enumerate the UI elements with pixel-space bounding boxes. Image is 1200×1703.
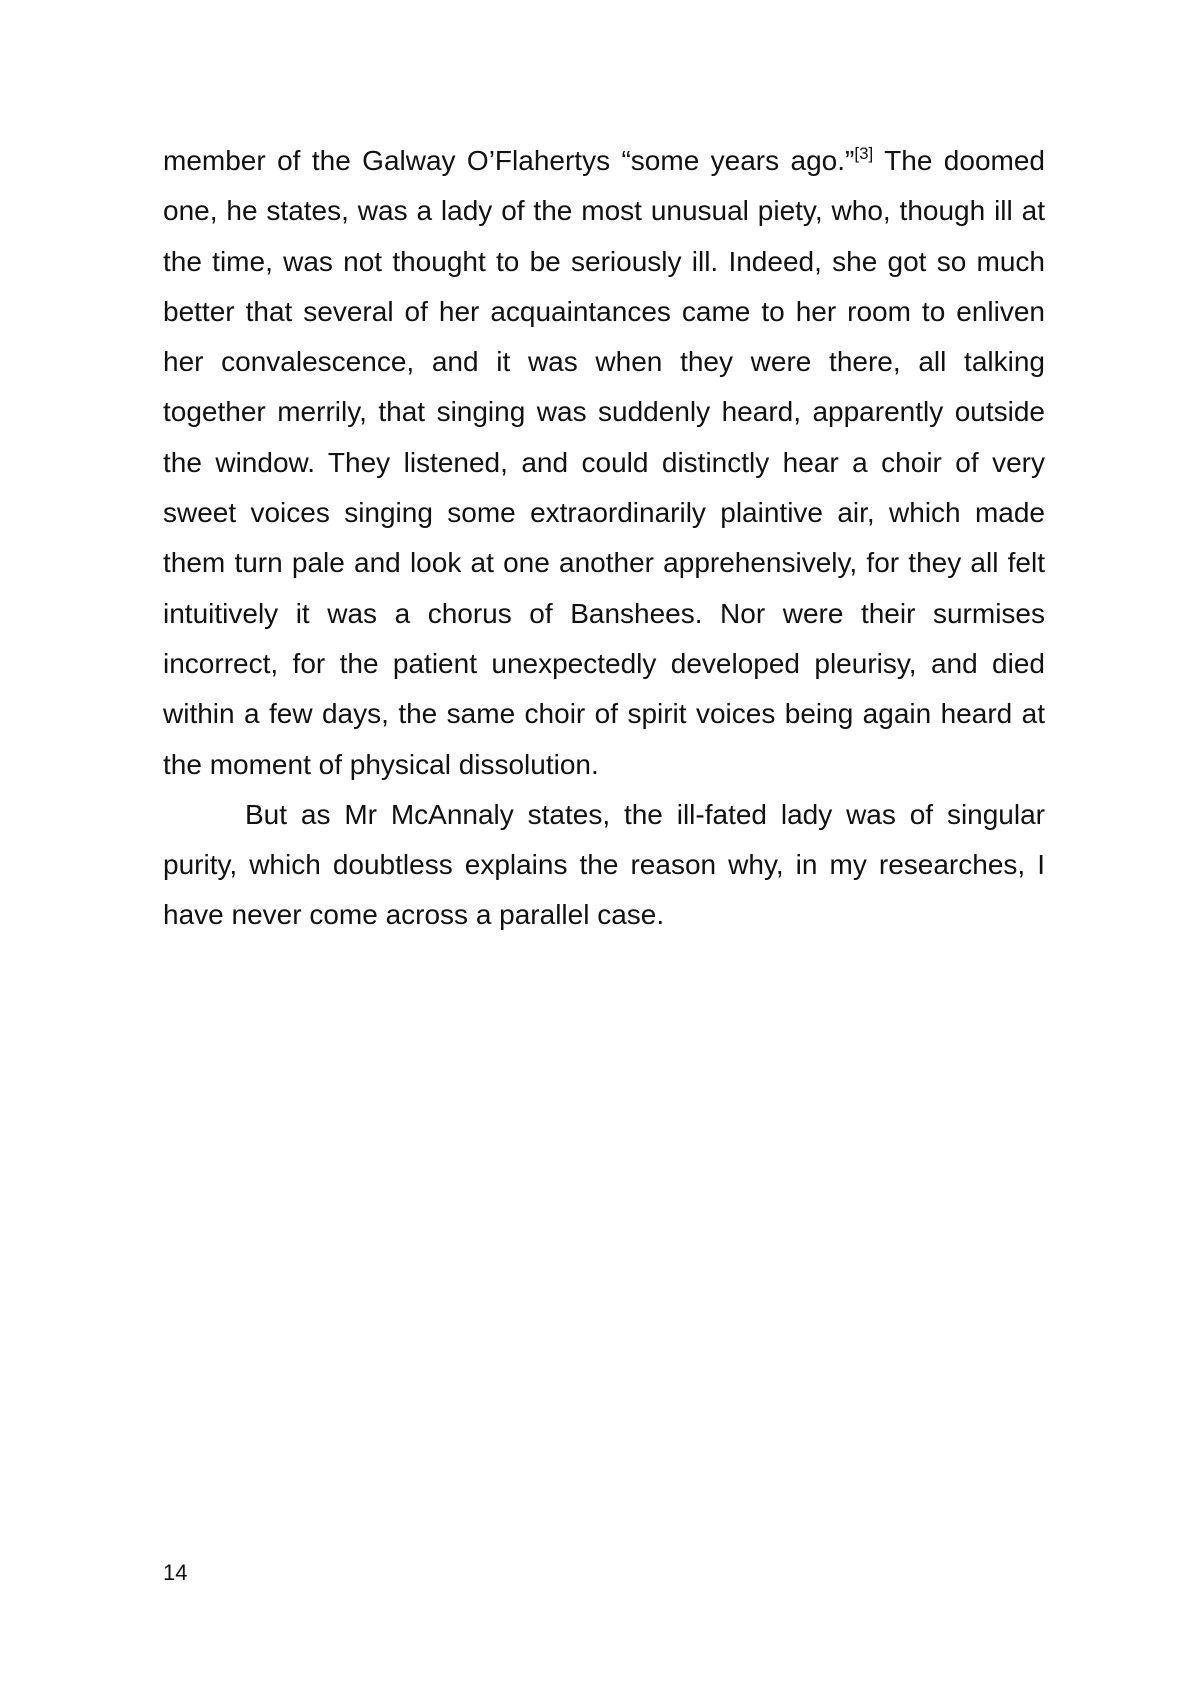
footnote-reference[interactable]: [3] bbox=[854, 144, 874, 163]
paragraph-text-before-footnote: member of the Galway O’Flahertys “some years ago.” bbox=[163, 145, 855, 176]
body-text bbox=[163, 136, 1045, 941]
paragraph: But as Mr McAnnaly states, the ill-fated lady was of singular purity, which doubtless explains the reason why, in my researches, I have never come across a parallel case. bbox=[163, 798, 1045, 931]
page-number: 14 bbox=[163, 1560, 188, 1585]
paragraph-text-after-footnote: The doomed one, he states, was a lady of the most unusual piety, who, though ill at the time, was not thought to be seriously ill. Indeed, she got so much better that several of her acquaintances came to her room to enliven her convalescence, and it was when they were there, all talking together merrily, that singing was suddenly heard, apparently outside the window. They listened, and could distinctly hear a choir of very sweet voices singing some extraordinarily plaintive air, which made them turn pale and look at one another apprehensively, for they all felt intuitively it was a chorus of Banshees. Nor were their surmises incorrect, for the patient unexpectedly developed pleurisy, and died within a few days, the same choir of spirit voices being again heard at the moment of physical dissolution. bbox=[163, 145, 1045, 780]
paragraph-continued bbox=[163, 136, 1045, 790]
